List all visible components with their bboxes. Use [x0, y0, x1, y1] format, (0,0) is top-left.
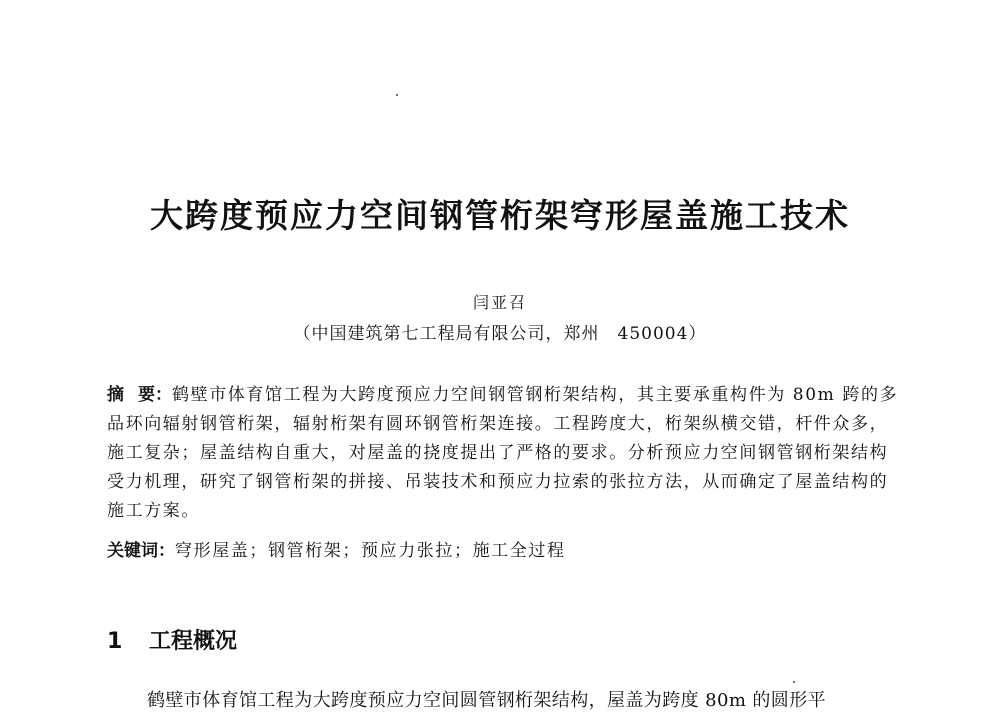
scan-speck [396, 94, 398, 96]
section-title: 工程概况 [149, 629, 238, 654]
section-paragraph: 鹤壁市体育馆工程为大跨度预应力空间圆管钢桁架结构，屋盖为跨度 80m 的圆形平 [147, 690, 827, 711]
abstract [107, 381, 903, 526]
abstract-label-first: 摘 [107, 385, 124, 405]
abstract-text: 鹤壁市体育馆工程为大跨度预应力空间钢管钢桁架结构，其主要承重构件为 80m 跨的多品环向辐射钢管桁架，辐射桁架有圆环钢管桁架连接。工程跨度大，桁架纵横交错，杆件众多，施工复杂；屋盖结构自重大，对屋盖的挠度提出了严格的要求。分析预应力空间钢管钢桁架结构受力机理，研究了钢管桁架的拼接、吊装技术和预应力拉索的张拉方法，从而确定了屋盖结构的施工方案。 [107, 385, 899, 521]
author-name: 闫亚召 [472, 293, 527, 312]
keywords-text: 穹形屋盖；钢管桁架；预应力张拉；施工全过程 [175, 541, 566, 561]
section-heading [107, 624, 237, 655]
paper-title: 大跨度预应力空间钢管桁架穹形屋盖施工技术 [150, 196, 850, 235]
abstract-label-second: 要： [138, 385, 172, 405]
keywords-label: 关键词： [107, 541, 175, 561]
keywords [107, 537, 903, 566]
author-affiliation: （中国建筑第七工程局有限公司，郑州 450004） [293, 324, 707, 344]
section-number: 1 [107, 629, 123, 654]
